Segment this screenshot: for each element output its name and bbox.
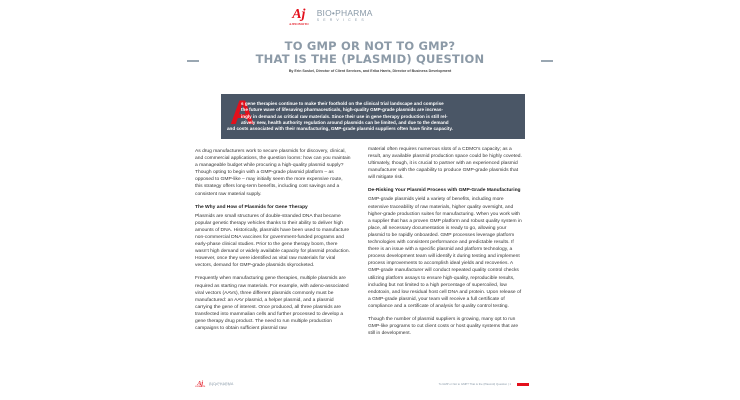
title-rule-left (187, 60, 199, 62)
callout-line: and costs associated with their manufacturing, GMP-grade plasmid suppliers often have finite capacity. (227, 126, 453, 132)
ajinomoto-logo-icon (195, 381, 205, 389)
footer-accent-bar (517, 383, 529, 386)
paragraph: material often requires numerous slots of a CDMO’s capacity; as a result, any available plasmid production space could be highly coveted. Ultimately, though, it is crucial to partner with an experienced plasmid manufacturer with the capability to produce GMP-grade plasmids that will mitigate risk. (368, 147, 522, 181)
article-title (187, 40, 553, 66)
document-page (187, 0, 553, 400)
title-line2: THAT IS THE (PLASMID) QUESTION (255, 52, 485, 66)
brand-line1: BIO•PHARMA (316, 8, 373, 18)
brand-name (317, 8, 373, 23)
logo-mark: Aj (292, 7, 306, 22)
callout-line: s gene therapies continue to make their foothold on the clinical trial landscape and comprise (241, 101, 444, 106)
paragraph: Frequently when manufacturing gene therapies, multiple plasmids are required as starting raw materials. For example, with adeno-associated viral vectors (AAVs), three different plasmids commonly must be manufactured: an AAV plasmid, a helper plasmid, and a plasmid carrying the gene of interest. Once produced, all three plasmids are transfected into mammalian cells and further processed to develop a gene therapy drug product. The need to run multiple production campaigns to obtain sufficient plasmid raw (195, 276, 349, 332)
section-heading: The Why and How of Plasmids for Gene Therapy (195, 204, 308, 210)
text-column-left (195, 148, 351, 338)
brand-line2: SERVICES (316, 18, 368, 22)
byline: By Erin Soskel, Director of Client Services, and Erika Harris, Director of Business Development (288, 69, 452, 73)
text-column-right (368, 146, 524, 343)
brand-line2: SERVICES (209, 386, 232, 387)
callout-line: the future wave of lifesaving pharmaceuticals, high-quality GMP-grade plasmids are increas- (241, 107, 443, 113)
footer-logo (195, 381, 234, 389)
title-rule-right (541, 60, 553, 62)
title-line1: TO GMP OR NOT TO GMP? (284, 39, 456, 53)
paragraph: Though the number of plasmid suppliers is growing, many opt to run GMP-like programs to cut client costs or host quality systems that are still in development. (368, 316, 519, 337)
paragraph: As drug manufacturers work to secure plasmids for discovery, clinical, and commercial applications, the question looms: how can you maintain a manageable budget while procuring a high-quality plasmid supply? Though opting to begin with a GMP-grade plasmid platform – as opposed to GMP-like – may initially seem the more expensive route, this strategy offers long-term benefits, including cost savings and a consistent raw material supply. (195, 149, 351, 197)
callout-text (227, 101, 519, 132)
callout-line: atively new, health authority regulation around plasmids can be limited, and due to the demand (241, 119, 449, 125)
intro-callout (221, 94, 525, 139)
brand-name (209, 382, 233, 388)
company-logo (289, 8, 373, 30)
logo-subtext: AJINOMOTO (289, 22, 309, 26)
callout-line: ingly in demand as critical raw materials. Since their use in gene therapy production is still rel- (241, 113, 448, 119)
logo-subtext: AJINOMOTO (195, 387, 206, 388)
paragraph: Plasmids are small structures of double-stranded DNA that became popular genetic therapy vehicles thanks to their ability to deliver high amounts of DNA. Historically, plasmids have been used to manufacture non-commercial DNA vaccines for government-funded programs and early-phase clinical studies. Prior to the gene therapy boom, there wasn’t high demand or widely available capacity for plasmid production. However, once they were identified as vital raw materials for viral vectors, demand for GMP-grade plasmids skyrocketed. (195, 213, 350, 269)
section-heading: De-Risking Your Plasmid Process with GMP-Grade Manufacturing (368, 188, 521, 194)
ajinomoto-logo-icon (289, 8, 309, 26)
footer-page-label: To GMP or Not to GMP? That is the (Plasmid) Question | 1 (438, 382, 511, 386)
logo-mark: Aj (197, 381, 203, 387)
brand-line1: BIO•PHARMA (209, 382, 234, 386)
drop-cap: A (230, 94, 255, 132)
paragraph: GMP-grade plasmids yield a variety of benefits, including more extensive traceability of raw materials, higher quality oversight, and higher-grade production suites for manufacturing. When you work with a supplier that has a proven GMP platform and robust quality system in place, all necessary documentation is ready to go, allowing your plasmid to be rapidly onboarded. GMP processes leverage platform technologies with consistent performance and predictable results. If there is an issue with a specific plasmid and platform technology, a process development team will identify it during testing and implement process improvements to accomplish ideal yields and recoveries. A GMP-grade manufacturer will conduct repeated quality control checks utilizing platform assays to ensure high-quality, reproducible results, including but not limited to a high percentage of supercoiled, low endotoxin, and low residual host cell DNA and protein. Upon release of a GMP-grade plasmid, your team will receive a full certificate of compliance and a certificate of analysis for quality control testing. (368, 197, 522, 309)
